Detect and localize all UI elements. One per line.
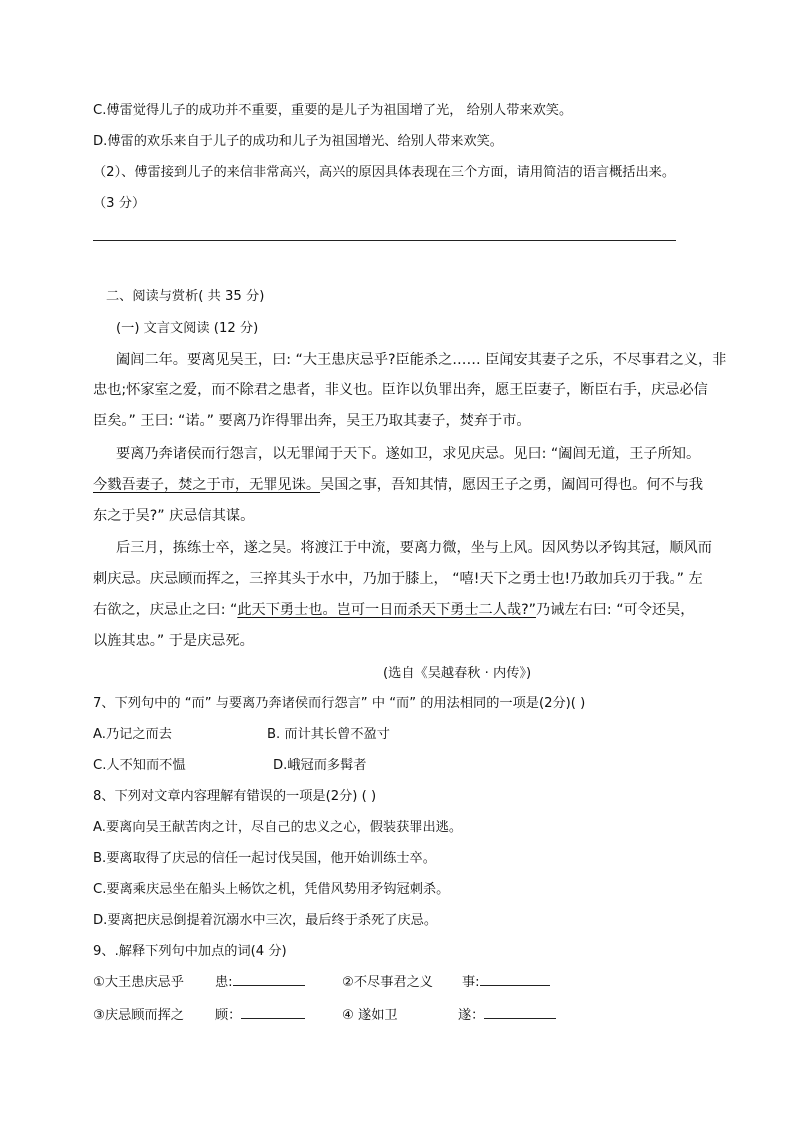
q8-option-c: C.要离乘庆忌坐在船头上畅饮之机，凭借风势用矛钩冠刺杀。	[93, 882, 450, 897]
q8-option-a: A.要离向吴王献苦肉之计，尽自己的忠义之心，假装获罪出逃。	[93, 820, 463, 835]
q9-item-2: ②不尽事君之义	[342, 975, 433, 990]
q9-item-4: ④ 遂如卫	[342, 1008, 398, 1023]
passage-p3-line3-pre: 右欲之，庆忌止之曰: “	[93, 602, 238, 618]
q9-item-1-label	[215, 973, 305, 993]
passage-p1-line3: 臣矣。” 王曰: “诺。” 要离乃诈得罪出奔，吴王乃取其妻子，焚弃于市。	[93, 413, 531, 429]
passage-p2-line1: 要离乃奔诸侯而行怨言，以无罪闻于天下。遂如卫，求见庆忌。见曰: “阖闾无道，王子所知。	[116, 446, 701, 462]
q9-item-4-blank[interactable]	[484, 1006, 556, 1019]
q6-option-d: D.傅雷的欢乐来自于儿子的成功和儿子为祖国增光、给别人带来欢笑。	[93, 134, 503, 149]
q6-option-c: C.傅雷觉得儿子的成功并不重要，重要的是儿子为祖国增了光， 给别人带来欢笑。	[93, 103, 573, 118]
q8-option-d: D.要离把庆忌倒提着沉溺水中三次，最后终于杀死了庆忌。	[93, 913, 438, 928]
q9-item-4-label	[458, 1006, 556, 1026]
q9-item-3: ③庆忌顾而挥之	[93, 1008, 184, 1023]
underlined-sentence-2: 此天下勇士也。岂可一日而杀天下勇士二人哉?”	[237, 602, 536, 618]
passage-p1-line2: 忠也;怀家室之爱，而不除君之患者，非义也。臣诈以负罪出奔，愿王臣妻子，断臣右手，庆忌必信	[93, 382, 708, 398]
q9-item-3-label	[215, 1006, 305, 1026]
passage-p1-line1: 阖闾二年。要离见吴王，曰: “大王患庆忌乎?臣能杀之…… 臣闻安其妻子之乐，不尽事君之义，非	[116, 352, 727, 368]
passage-source: (选自《吴越春秋 · 内传》)	[383, 666, 532, 681]
q6-part2-line2: （3 分）	[93, 196, 146, 211]
passage-p3-line4: 以旌其忠。” 于是庆忌死。	[93, 633, 254, 649]
q7-option-a: A.乃记之而去	[93, 727, 172, 742]
underlined-sentence-1: 今戮吾妻子，焚之于市，无罪见诛。	[93, 477, 321, 493]
answer-line[interactable]	[93, 240, 676, 241]
q9-item-3-blank[interactable]	[241, 1006, 305, 1019]
section2-subtitle: (一) 文言文阅读 (12 分)	[116, 321, 259, 336]
passage-p2-line2	[93, 475, 703, 495]
section2-title: 二、阅读与赏析( 共 35 分)	[106, 289, 265, 304]
q9-item-2-label	[462, 973, 550, 993]
q7-option-c: C.人不知而不愠	[93, 758, 186, 773]
q8-stem: 8、下列对文章内容理解有错误的一项是(2分) ( )	[93, 789, 377, 804]
q9-item-1-blank[interactable]	[233, 973, 305, 986]
q8-option-b: B.要离取得了庆忌的信任一起讨伐吴国，他开始训练士卒。	[93, 851, 436, 866]
q6-part2-line1: （2）、傅雷接到儿子的来信非常高兴，高兴的原因具体表现在三个方面，请用简洁的语言概括出来。	[93, 165, 676, 180]
q7-stem: 7、下列句中的 “而” 与要离乃奔诸侯而行怨言” 中 “而” 的用法相同的一项是(2分)( )	[93, 696, 586, 711]
q9-item-2-blank[interactable]	[480, 973, 550, 986]
q9-stem: 9、.解释下列句中加点的词(4 分)	[93, 944, 287, 959]
q9-item-1: ①大王患庆忌乎	[93, 975, 184, 990]
q7-option-b: B. 而计其长曾不盈寸	[267, 727, 390, 742]
passage-p3-line3-post: 乃诫左右曰: “可令还吴，	[535, 602, 695, 618]
q9-item-2-label-text: 事:	[462, 975, 480, 990]
passage-p3-line1: 后三月，拣练士卒，遂之吴。将渡江于中流，要离力微，坐与上风。因风势以矛钩其冠，顺风而	[116, 540, 712, 556]
q9-item-1-label-text: 患:	[215, 975, 233, 990]
passage-p3-line3	[93, 600, 694, 620]
passage-p2-line2-rest: 吴国之事，吾知其情，愿因王子之勇，阖闾可得也。何不与我	[320, 477, 704, 493]
passage-p2-line3: 东之于吴?” 庆忌信其谋。	[93, 508, 255, 524]
q9-item-4-label-text: 遂：	[458, 1008, 485, 1023]
q9-item-3-label-text: 顾：	[215, 1008, 242, 1023]
q7-option-d: D.峨冠而多髯者	[273, 758, 367, 773]
passage-p3-line2: 刺庆忌。庆忌顾而挥之，三捽其头于水中，乃加于膝上， “嘻!天下之勇士也!乃敢加兵刃于我。” 左	[93, 571, 703, 587]
